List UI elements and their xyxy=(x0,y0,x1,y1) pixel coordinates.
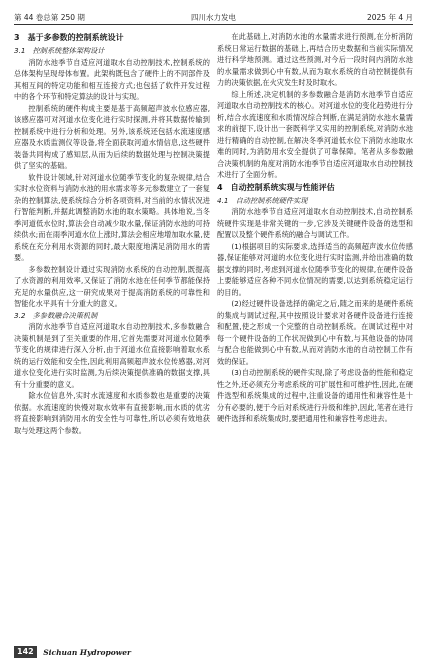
paragraph: (3)自动控制系统的硬件实现,除了考虑设备的性能和稳定性之外,还必须充分考虑系统的可扩展性和可维护性,因此,在硬件选型和系统集成的过程中,注重设备的通用性和兼容性是十分有必要的,便于今后对系统进行升级和维护,因此,笔者在进行硬件选择和系统集成时,要把通用性和兼容性考虑进去。 xyxy=(217,368,413,423)
header-volume: 第 44 卷总第 250 期 xyxy=(14,13,85,22)
paragraph: (1)根据项目的实际要求,选择适当的高频超声波水位传感器,保证能够对河道的水位变化进行实时监测,并给出准确的数据支撑的同时,考虑到河道水位随季节变化的规律,在硬件设备上要能够适应各种不同水位情况的需要,以达到系统稳定运行的目的。 xyxy=(217,241,413,297)
header-journal-title: 四川水力发电 xyxy=(191,13,236,22)
paragraph: 消防水池季节自适应河道取水自动控制技术,多参数融合决策机制是到了至关重要的作用,它首先需要对河道水位随季节变化的规律进行深入分析,由于河道水位直接影响着取水系统的运行效能和安全性,因此利用高频超声波水位传感器,对河道水位变化进行实时监测,为后续决策提供准确的数据支撑,具有十分重要的意义。 xyxy=(14,322,210,389)
subsection-heading: 3.2 多参数融合决策机制 xyxy=(14,310,98,320)
paragraph: 多参数控制设计通过实现消防水系统的自动控制,既提高了水资源的利用效率,又保证了消防水池在任何季节都能保持充足的水量供应,这一研究成果对于提高消防系统的可靠性和智能化水平具有十分重大的意义。 xyxy=(14,264,210,308)
paragraph: 消防水池季节自适应河道取水自动控制技术,自动控制系统硬件实现是非常关键的一步,它涉及关键硬件设备的选型和配置以及整个硬件系统的融合与调试工作。 xyxy=(217,207,413,239)
page-number: 142 xyxy=(14,646,37,658)
paragraph: 软件设计领域,针对河道水位随季节变化的复杂规律,结合实时水位资料与消防水池的用水需求等多元参数建立了一套复杂的控制算法,使系统综合分析各项资料,对当前的水情状况进行智能判断,并据此调整消防水池的取水策略。具体地说,当冬季河道低水位时,算法会自动减少取水量,保证消防水池的可持续供水;而在雨季河道水位上涨时,算法会相应地增加取水量,使系统在充分利用水资源的同时,最大限度地满足消防用水的需要。 xyxy=(14,172,210,262)
paragraph: (2)经过硬件设备选择的确定之后,随之而来的是硬件系统的集成与调试过程,其中按照设计要求对各硬件设备进行连接和配置,使之形成一个完整的自动控制系统。在调试过程中对每一个硬件设备的工作状况做到心中有数,与其他设备的协同与配合也能做到心中有数,从而对消防水池的自动控制工作有效的保证。 xyxy=(217,299,413,366)
page-footer xyxy=(14,646,131,662)
right-column xyxy=(217,31,413,425)
header-date: 2025 年 4 月 xyxy=(366,13,413,22)
paragraph: 综上所述,决定机制的多参数融合是消防水池季节自适应河道取水自动控制技术的核心。对河道水位的变化趋势进行分析,结合水流速度和水质情况综合判断,在满足消防水池水量需求的前提下,设计出一套既科学又实用的控制系统,对消防水池进行精确的自动控制,在解决冬季河道低水位下消防水池取水难的同时,为消防用水安全提供了可靠保障。笔者从多参数融合决策机制的角度对消防水池季节自适应河道取水自动控制技术进行了全面分析。 xyxy=(217,89,413,179)
left-column xyxy=(14,31,210,436)
footer-journal-name: Sichuan Hydropower xyxy=(43,647,131,657)
paragraph: 除水位信息外,实时水流速度和水质参数也是重要的决策依据。水流速度的快慢对取水效率有直接影响,而水质的优劣将直接影响到消防用水的安全性与可靠性,所以必须有效地获取与处理这两个参数。 xyxy=(14,391,210,435)
subsection-heading: 4.1 自动控制系统硬件实现 xyxy=(217,195,308,205)
paragraph: 消防水池季节自适应河道取水自动控制技术,控制系统的总体架构呈现母体布置。此架构既包含了硬件上的不同部件及其相互间的特定功能和相互连接方式;也包括了软件开发过程中的各个环节和特定算法的设计与实现。 xyxy=(14,57,210,101)
subsection-heading: 3.1 控制系统整体架构设计 xyxy=(14,46,105,55)
paragraph: 控制系统的硬件构成主要是基于高频超声波水位感应器,该感应器可对河道水位变化进行实时探测,并将其数据传输到控制系统中进行分析和处理。另外,该系统还包括水流速度感应器及水质监测仪等设备,将全面获取河道水情信息,这些硬件装备共同构成了感知层,从而为后续的数据处理与控制决策提供了坚实的基础。 xyxy=(14,103,210,170)
section-heading: 4 自动控制系统实现与性能评估 xyxy=(217,182,335,192)
section-heading: 3 基于多参数的控制系统设计 xyxy=(14,33,124,42)
header-rule xyxy=(14,24,413,25)
paragraph: 在此基础上,对消防水池的水量需求进行预测,在分析消防系统日常运行数据的基础上,再结合历史数据和当前实际情况进行科学地预测。通过这些预测,对今后一段时间内消防水池的水量需求做到心中有数,从而为取水系统的自动控制提供有力的决策依据,在火灾发生时及时取水。 xyxy=(217,32,413,87)
